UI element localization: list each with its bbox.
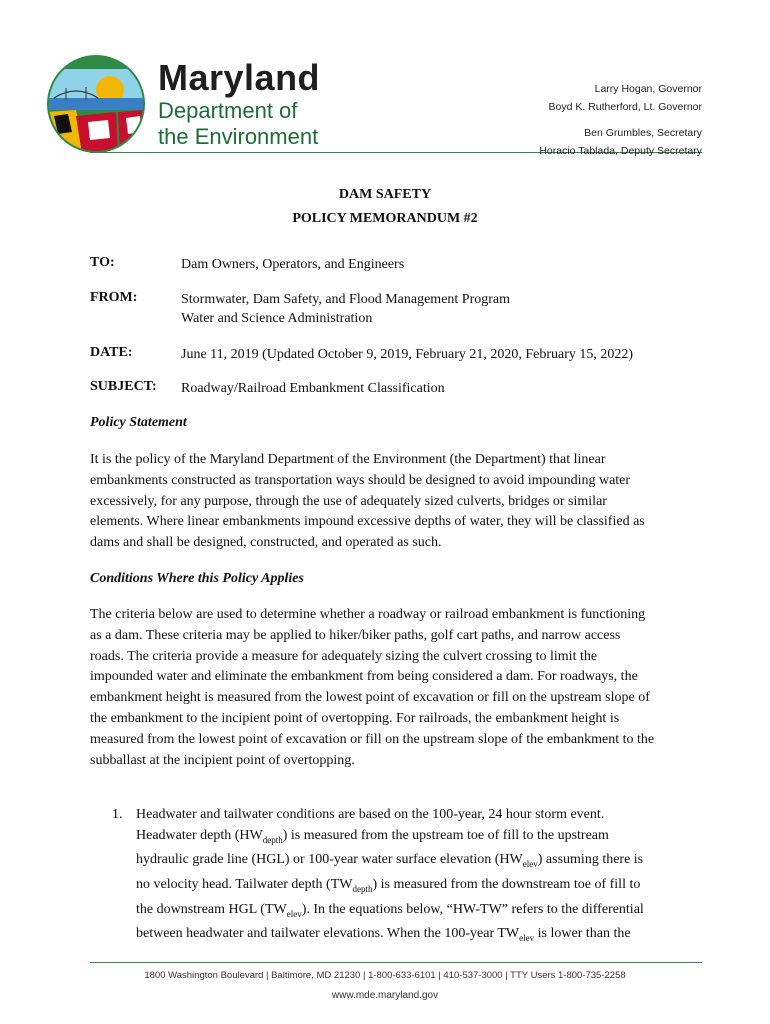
footer-website-link[interactable]: www.mde.maryland.gov — [331, 990, 439, 1001]
official-lt-governor: Boyd K. Rutherford, Lt. Governor — [548, 101, 702, 113]
org-name — [158, 58, 320, 150]
date-label: DATE: — [90, 345, 133, 360]
footer-divider — [90, 962, 702, 963]
list-line: hydraulic grade line (HGL) or 100-year water surface elevation $(HW_{elev})$ assuming there is — [136, 852, 644, 870]
memo-title: DAM SAFETY — [338, 187, 432, 202]
official-deputy-secretary: Horacio Tablada, Deputy Secretary — [539, 145, 702, 157]
subject-value: Roadway/Railroad Embankment Classification — [181, 381, 445, 396]
policy-paragraph — [90, 450, 702, 554]
conditions-line: measured from the lowest point of excavation or fill on the upstream slope of the embankment to the — [90, 731, 655, 747]
memo-subtitle: POLICY MEMORANDUM #2 — [292, 211, 478, 226]
to-label: TO: — [90, 255, 115, 270]
conditions-heading: Conditions Where this Policy Applies — [90, 571, 304, 586]
from-value-line1: Stormwater, Dam Safety, and Flood Management Program — [181, 292, 511, 307]
list-line: between headwater and tailwater elevations. When the 100-year $TW_{elev}$ is lower than the — [136, 926, 631, 943]
org-dept-line2: the Environment — [158, 124, 319, 149]
list-line: no velocity head. Tailwater depth $(TW_{depth})$ is measured from the downstream toe of fill to — [136, 876, 641, 894]
subject-label: SUBJECT: — [90, 379, 157, 394]
conditions-line: embankment height is measured from the lowest point of excavation or fill on the upstream slope of — [90, 690, 650, 706]
from-label: FROM: — [90, 290, 138, 305]
conditions-line: impounded water and eliminate the embankment from being considered a dam. For roadways, the — [90, 669, 638, 685]
list-item-body — [136, 805, 706, 949]
policy-line: excessively, for any purpose, through the use of adequately sized culverts, bridges or similar — [90, 493, 607, 509]
conditions-line: The criteria below are used to determine whether a roadway or railroad embankment is functioning — [90, 607, 646, 622]
org-dept-line1: Department of — [158, 98, 298, 123]
conditions-line: as a dam. These criteria may be applied to hiker/biker paths, golf cart paths, and narrow access — [90, 627, 621, 643]
conditions-paragraph — [90, 605, 702, 771]
conditions-line: subballast at the incipient point of overtopping. — [90, 752, 355, 768]
policy-line: embankments constructed as transportation ways should be designed to avoid impounding water — [90, 472, 631, 488]
list-item-number: 1. — [112, 807, 123, 822]
officials-list — [539, 80, 702, 160]
org-state: Maryland — [158, 57, 321, 98]
policy-line: It is the policy of the Maryland Department of the Environment (the Department) that linear — [90, 452, 606, 467]
from-value-line2: Water and Science Administration — [181, 311, 373, 326]
official-secretary: Ben Grumbles, Secretary — [584, 127, 702, 139]
list-line: Headwater depth $(HW_{depth})$ is measured from the upstream toe of fill to the upstream — [136, 827, 609, 845]
list-line: Headwater and tailwater conditions are based on the 100-year, 24 hour storm event. — [136, 807, 605, 822]
policy-line: dams and shall be designed, constructed, and operated as such. — [90, 535, 442, 551]
list-line: the downstream HGL $(TW_{elev})$. In the equations below, “HW-TW” refers to the differential — [136, 901, 644, 919]
mde-logo — [46, 54, 146, 154]
policy-heading: Policy Statement — [90, 415, 187, 430]
policy-line: elements. Where linear embankments impound excessive depths of water, they will be classified as — [90, 514, 645, 530]
to-value: Dam Owners, Operators, and Engineers — [181, 257, 405, 272]
from-value — [181, 290, 510, 328]
official-governor: Larry Hogan, Governor — [594, 83, 702, 95]
footer-address: 1800 Washington Boulevard | Baltimore, MD 21230 | 1-800-633-6101 | 410-537-3000 | TTY Users 1-800-735-2258 — [144, 970, 626, 981]
conditions-line: roads. The criteria provide a measure for adequately sizing the culvert crossing to limit the — [90, 648, 598, 664]
date-value: June 11, 2019 (Updated October 9, 2019, February 21, 2020, February 15, 2022) — [181, 347, 634, 362]
conditions-line: the embankment to the incipient point of overtopping. For railroads, the embankment height is — [90, 710, 620, 726]
